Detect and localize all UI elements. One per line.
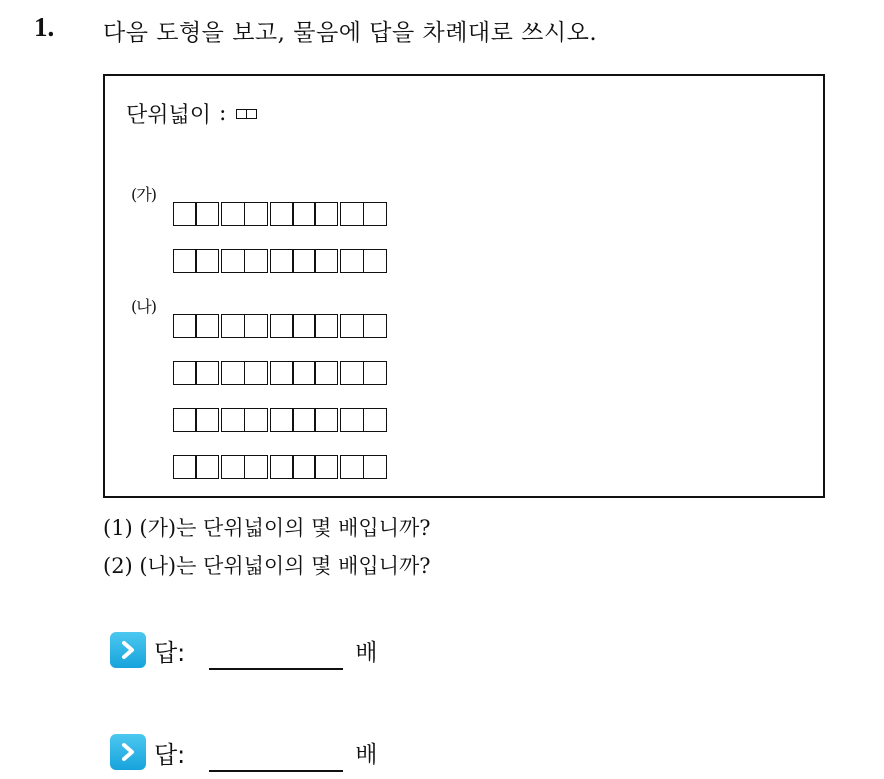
unit-square [314, 314, 338, 338]
unit-square [195, 202, 219, 226]
unit-square [244, 455, 268, 479]
unit-square [292, 314, 316, 338]
unit-square [340, 408, 364, 432]
unit-square [173, 249, 197, 273]
unit-square [314, 361, 338, 385]
answer-row-2 [110, 732, 378, 772]
shape-na-row [173, 314, 389, 338]
answer-row-1 [110, 630, 378, 670]
unit-area-sample [236, 109, 255, 119]
unit-square [340, 314, 364, 338]
unit-square [221, 249, 245, 273]
unit-square [195, 361, 219, 385]
unit-square [363, 455, 387, 479]
square-group [270, 455, 337, 479]
square-group [270, 408, 337, 432]
shape-ga-row [173, 249, 389, 273]
unit-square [173, 202, 197, 226]
unit-square [270, 455, 294, 479]
square-group [221, 202, 265, 226]
unit-square [221, 314, 245, 338]
unit-square [244, 314, 268, 338]
square-group [340, 361, 384, 385]
square-group [221, 314, 265, 338]
unit-square [221, 408, 245, 432]
unit-square [221, 455, 245, 479]
unit-square [363, 249, 387, 273]
shape-na-row [173, 361, 389, 385]
unit-square [340, 361, 364, 385]
square-group [340, 249, 384, 273]
unit-square [314, 408, 338, 432]
unit-square [270, 408, 294, 432]
unit-square [244, 249, 268, 273]
unit-square [292, 455, 316, 479]
unit-square [314, 202, 338, 226]
square-group [340, 314, 384, 338]
unit-square [244, 408, 268, 432]
square-group [270, 249, 337, 273]
square-group [173, 361, 217, 385]
unit-square [270, 314, 294, 338]
square-group [173, 455, 217, 479]
unit-square [244, 361, 268, 385]
square-group [221, 361, 265, 385]
unit-square [340, 249, 364, 273]
unit-square [292, 408, 316, 432]
shape-ga-label: (가) [131, 185, 156, 204]
square-group [270, 202, 337, 226]
unit-square [340, 202, 364, 226]
unit-square [246, 109, 257, 119]
answer-unit: 배 [355, 741, 378, 768]
square-group [173, 202, 217, 226]
unit-square [195, 314, 219, 338]
unit-square [270, 249, 294, 273]
unit-square [173, 314, 197, 338]
unit-square [221, 361, 245, 385]
answer-label: 답: [154, 638, 186, 667]
unit-square [195, 455, 219, 479]
answer-blank-2[interactable] [209, 770, 343, 772]
arrow-right-icon [110, 632, 146, 668]
square-group [221, 249, 265, 273]
answer-unit: 배 [355, 639, 378, 666]
square-group [340, 455, 384, 479]
question-text: 다음 도형을 보고, 물음에 답을 차례대로 쓰시오. [103, 20, 598, 46]
square-group [340, 202, 384, 226]
answer-label: 답: [154, 740, 186, 769]
unit-square [292, 249, 316, 273]
shape-na-row [173, 455, 389, 479]
subquestion-1: (1) (가)는 단위넓이의 몇 배입니까? [103, 516, 431, 540]
unit-square [363, 361, 387, 385]
square-group [270, 314, 337, 338]
unit-square [221, 202, 245, 226]
unit-square [292, 202, 316, 226]
question-number: 1. [34, 12, 55, 42]
unit-area-colon: : [219, 101, 227, 126]
square-group [173, 249, 217, 273]
shape-na-label: (나) [131, 297, 156, 316]
unit-square [270, 202, 294, 226]
shape-na-row [173, 408, 389, 432]
subquestion-2: (2) (나)는 단위넓이의 몇 배입니까? [103, 554, 431, 578]
figure-box [103, 74, 825, 498]
unit-area-label [126, 98, 255, 129]
square-group [270, 361, 337, 385]
unit-area-text: 단위넓이 [126, 103, 212, 128]
square-group [173, 314, 217, 338]
arrow-right-icon [110, 734, 146, 770]
answer-blank-1[interactable] [209, 668, 343, 670]
unit-square [173, 408, 197, 432]
unit-square [292, 361, 316, 385]
unit-square [363, 202, 387, 226]
shape-ga-row [173, 202, 389, 226]
square-group [340, 408, 384, 432]
unit-square [195, 249, 219, 273]
unit-square [363, 314, 387, 338]
unit-square [270, 361, 294, 385]
unit-square [314, 455, 338, 479]
square-group [221, 408, 265, 432]
unit-square [314, 249, 338, 273]
square-group [221, 455, 265, 479]
square-group [173, 408, 217, 432]
unit-square [173, 361, 197, 385]
unit-square [244, 202, 268, 226]
unit-square [173, 455, 197, 479]
unit-square [195, 408, 219, 432]
unit-square [363, 408, 387, 432]
unit-square [340, 455, 364, 479]
